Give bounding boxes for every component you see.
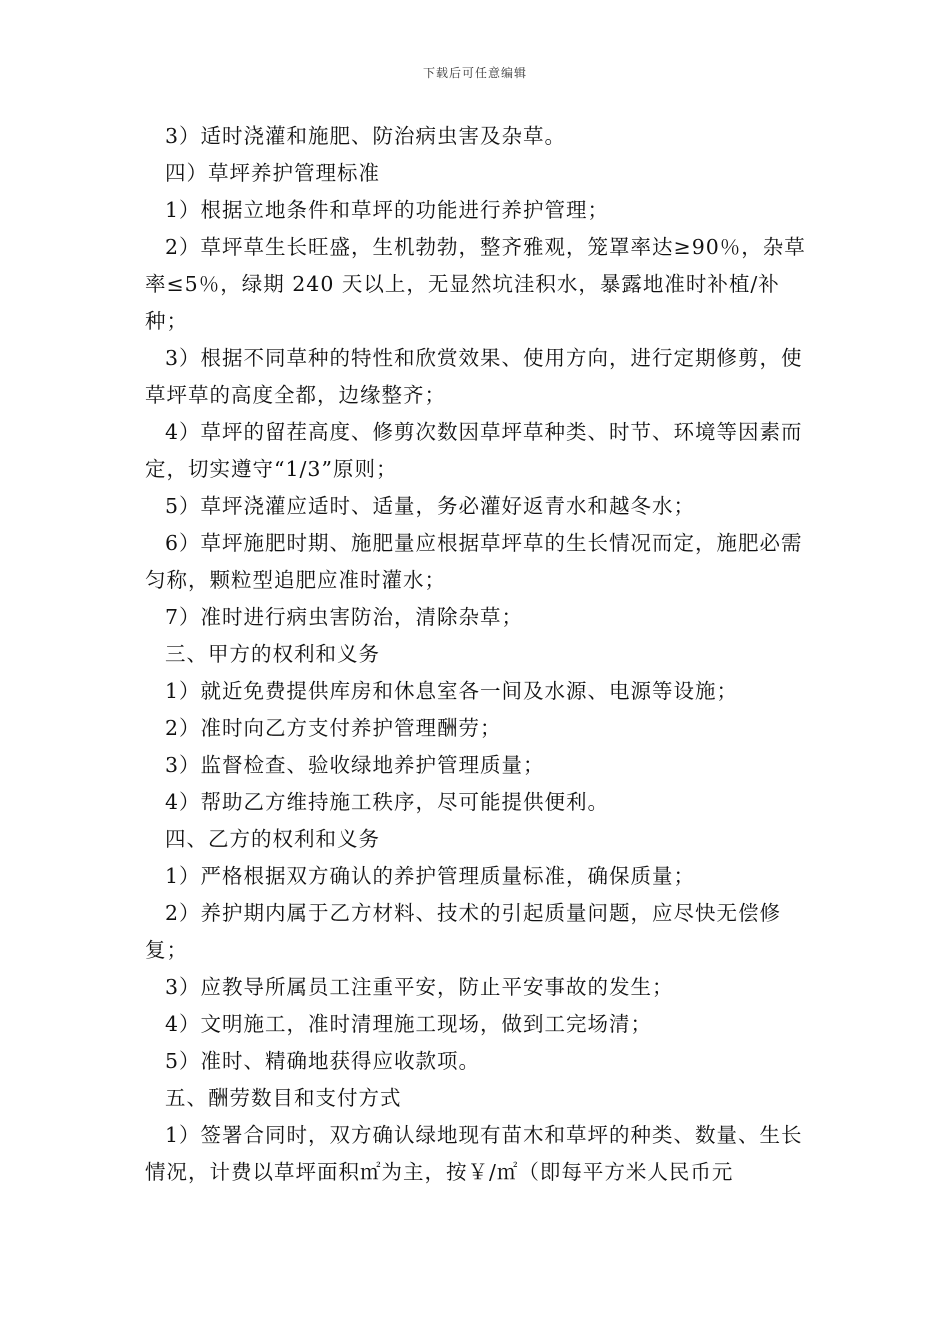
document-body [145, 118, 813, 1191]
paragraph: 5）草坪浇灌应适时、适量，务必灌好返青水和越冬水； [165, 494, 696, 518]
paragraph: 3）适时浇灌和施肥、防治病虫害及杂草。 [165, 124, 567, 148]
paragraph: 4）帮助乙方维持施工秩序，尽可能提供便利。 [165, 790, 610, 814]
paragraph: 1）就近免费提供库房和休息室各一间及水源、电源等设施； [165, 679, 739, 703]
section-heading: 五、酬劳数目和支付方式 [165, 1086, 402, 1110]
paragraph: 1）严格根据双方确认的养护管理质量标准，确保质量； [165, 864, 696, 888]
paragraph: 4）文明施工，准时清理施工现场，做到工完场清； [165, 1012, 653, 1036]
section-heading: 四）草坪养护管理标准 [165, 161, 380, 185]
paragraph: 3）监督检查、验收绿地养护管理质量； [165, 753, 545, 777]
page-header: 下载后可任意编辑 [422, 66, 527, 80]
paragraph: 4）草坪的留茬高度、修剪次数因草坪草种类、时节、环境等因素而定，切实遵守“1/3”原则； [145, 420, 803, 481]
paragraph: 6）草坪施肥时期、施肥量应根据草坪草的生长情况而定，施肥必需匀称，颗粒型追肥应准时灌水； [145, 531, 803, 592]
section-heading: 三、甲方的权利和义务 [165, 642, 380, 666]
paragraph: 1）根据立地条件和草坪的功能进行养护管理； [165, 198, 610, 222]
paragraph: 1）签署合同时，双方确认绿地现有苗木和草坪的种类、数量、生长情况，计费以草坪面积㎡为主，按￥/㎡（即每平方米人民币元 [145, 1123, 803, 1184]
paragraph: 7）准时进行病虫害防治，清除杂草； [165, 605, 524, 629]
paragraph: 2）养护期内属于乙方材料、技术的引起质量问题，应尽快无偿修复； [145, 901, 782, 962]
paragraph: 3）应教导所属员工注重平安，防止平安事故的发生； [165, 975, 674, 999]
paragraph: 3）根据不同草种的特性和欣赏效果、使用方向，进行定期修剪，使草坪草的高度全都，边缘整齐； [145, 346, 803, 407]
paragraph: 2）准时向乙方支付养护管理酬劳； [165, 716, 502, 740]
paragraph: 5）准时、精确地获得应收款项。 [165, 1049, 481, 1073]
paragraph: 2）草坪草生长旺盛，生机勃勃，整齐雅观，笼罩率达≥90％，杂草率≤5％，绿期 240 天以上，无显然坑洼积水，暴露地准时补植/补种； [145, 235, 806, 333]
section-heading: 四、乙方的权利和义务 [165, 827, 380, 851]
